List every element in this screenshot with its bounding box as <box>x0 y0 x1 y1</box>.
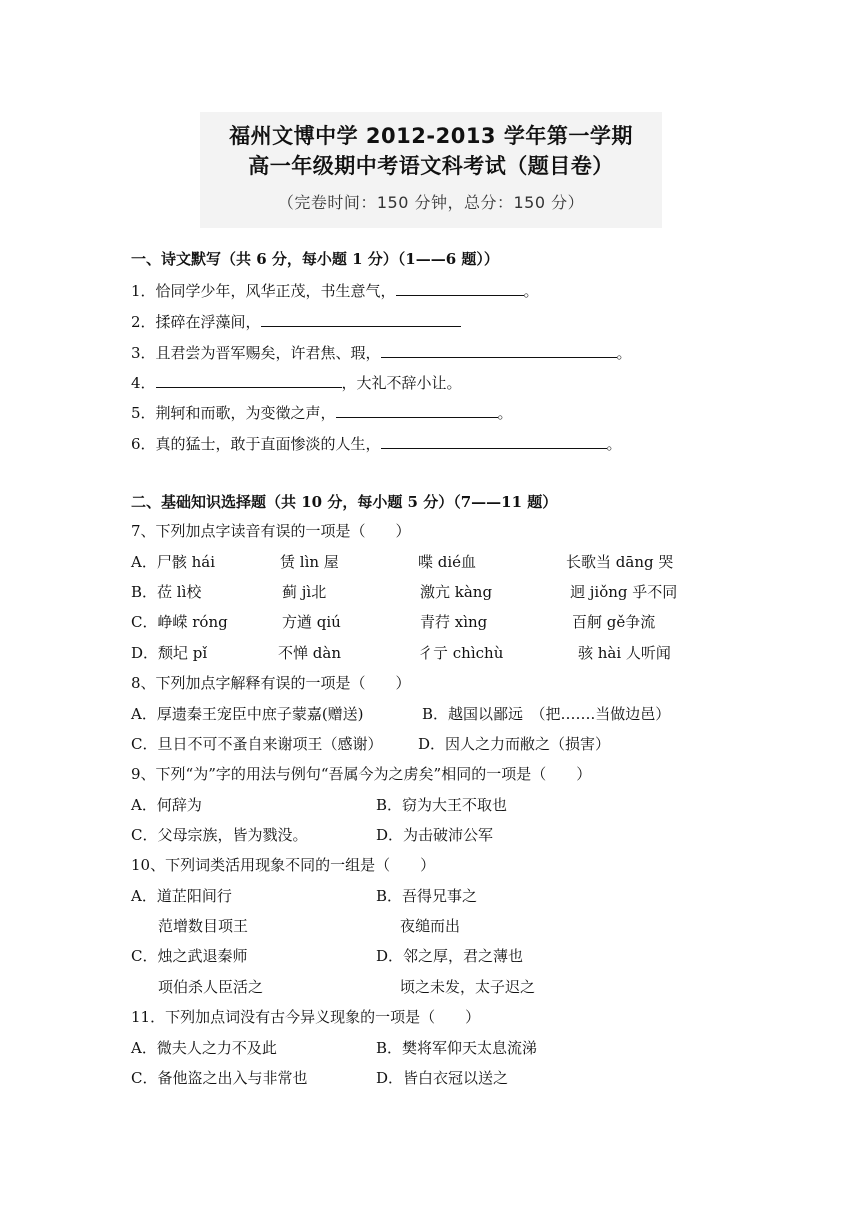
q8-option-b: B．越国以鄙远 （把…….当做边邑） <box>422 705 671 723</box>
q7-option-d-2: 不惮 dàn <box>278 644 341 662</box>
section2-heading: 二、基础知识选择题（共 10 分，每小题 5 分）（7——11 题） <box>131 493 558 511</box>
q7-option-d-3: 彳亍 chìchù <box>418 644 504 662</box>
question-5-end: 。 <box>497 404 513 422</box>
q8-option-d: D．因人之力而敝之（损害） <box>418 735 611 753</box>
q7-option-a-1: A．尸骸 hái <box>131 553 216 571</box>
q7-option-d-4: 骇 hài 人听闻 <box>578 644 671 662</box>
q10-option-a-line1: A．道芷阳间行 <box>131 887 232 905</box>
q10-option-a-line2: 范增数目项王 <box>158 917 249 935</box>
exam-name-title: 高一年级期中考语文科考试（题目卷） <box>248 154 614 178</box>
q7-option-b-1: B．莅 lì校 <box>131 583 202 601</box>
q7-option-c-3: 青荇 xìng <box>420 613 488 631</box>
q7-option-c-2: 方遒 qiú <box>282 613 341 631</box>
q7-option-a-4: 长歌当 dāng 哭 <box>566 553 674 571</box>
question-2-text: 2．揉碎在浮藻间， <box>131 313 261 331</box>
question-11-stem: 11．下列加点词没有古今异义现象的一项是（ ） <box>131 1008 481 1026</box>
q10-option-d-line1: D．邻之厚，君之薄也 <box>376 947 524 965</box>
question-3-end: 。 <box>616 344 632 362</box>
question-10-stem: 10、下列词类活用现象不同的一组是（ ） <box>131 856 436 874</box>
q9-option-c: C．父母宗族，皆为戮没。 <box>131 826 308 844</box>
q10-option-c-line2: 项伯杀人臣活之 <box>158 978 264 996</box>
question-8-stem: 8、下列加点字解释有误的一项是（ ） <box>131 674 411 692</box>
question-6-end: 。 <box>606 435 622 453</box>
question-3-text: 3．且君尝为晋军赐矣，许君焦、瑕， <box>131 344 381 362</box>
question-2 <box>131 311 461 332</box>
answer-blank <box>381 433 607 449</box>
q7-option-b-2: 蓟 jì北 <box>282 583 327 601</box>
q7-option-a-3: 喋 dié血 <box>418 553 477 571</box>
exam-time-score: （完卷时间：150 分钟，总分：150 分） <box>277 193 585 212</box>
question-6 <box>131 433 622 454</box>
question-4-end: ，大礼不辞小让。 <box>341 374 462 392</box>
q9-option-b: B．窃为大王不取也 <box>376 796 508 814</box>
answer-blank <box>156 372 342 388</box>
q10-option-b-line1: B．吾得兄事之 <box>376 887 478 905</box>
q11-option-d: D．皆白衣冠以送之 <box>376 1069 509 1087</box>
section1-heading: 一、诗文默写（共 6 分，每小题 1 分）（1——6 题）） <box>131 250 499 268</box>
exam-title-block <box>200 112 662 228</box>
q11-option-b: B．樊将军仰天太息流涕 <box>376 1039 538 1057</box>
question-1 <box>131 280 539 301</box>
q8-option-c: C．旦日不可不蚤自来谢项王（感谢） <box>131 735 383 753</box>
q9-option-a: A．何辞为 <box>131 796 202 814</box>
question-1-text: 1．恰同学少年，风华正茂，书生意气， <box>131 282 396 300</box>
question-7-stem: 7、下列加点字读音有误的一项是（ ） <box>131 522 411 540</box>
question-4-text: 4． <box>131 374 156 392</box>
q7-option-b-4: 迥 jiǒng 乎不同 <box>570 583 678 601</box>
q7-option-b-3: 激亢 kàng <box>420 583 493 601</box>
q9-option-d: D．为击破沛公军 <box>376 826 494 844</box>
q10-option-c-line1: C．烛之武退秦师 <box>131 947 248 965</box>
question-5 <box>131 402 513 423</box>
q7-option-a-2: 赁 lìn 屋 <box>280 553 339 571</box>
q10-option-d-line2: 顷之未发，太子迟之 <box>400 978 536 996</box>
q7-option-d-1: D．颓圮 pǐ <box>131 644 208 662</box>
question-3 <box>131 342 632 363</box>
question-5-text: 5．荆轲和而歌，为变徵之声， <box>131 404 336 422</box>
answer-blank <box>396 280 524 296</box>
answer-blank <box>381 342 617 358</box>
question-6-text: 6．真的猛士，敢于直面惨淡的人生， <box>131 435 381 453</box>
school-term-title: 福州文博中学 2012-2013 学年第一学期 <box>229 124 633 148</box>
q10-option-b-line2: 夜缒而出 <box>400 917 461 935</box>
q7-option-c-4: 百舸 gě争流 <box>572 613 656 631</box>
q11-option-a: A．微夫人之力不及此 <box>131 1039 277 1057</box>
q11-option-c: C．备他盗之出入与非常也 <box>131 1069 308 1087</box>
answer-blank <box>336 402 498 418</box>
question-1-end: 。 <box>523 282 539 300</box>
answer-blank <box>261 311 461 327</box>
q7-option-c-1: C．峥嵘 róng <box>131 613 228 631</box>
question-9-stem: 9、下列“为”字的用法与例句“吾属今为之虏矣”相同的一项是（ ） <box>131 765 592 783</box>
q8-option-a: A．厚遗秦王宠臣中庶子蒙嘉(赠送) <box>131 705 364 723</box>
question-4 <box>131 372 462 393</box>
